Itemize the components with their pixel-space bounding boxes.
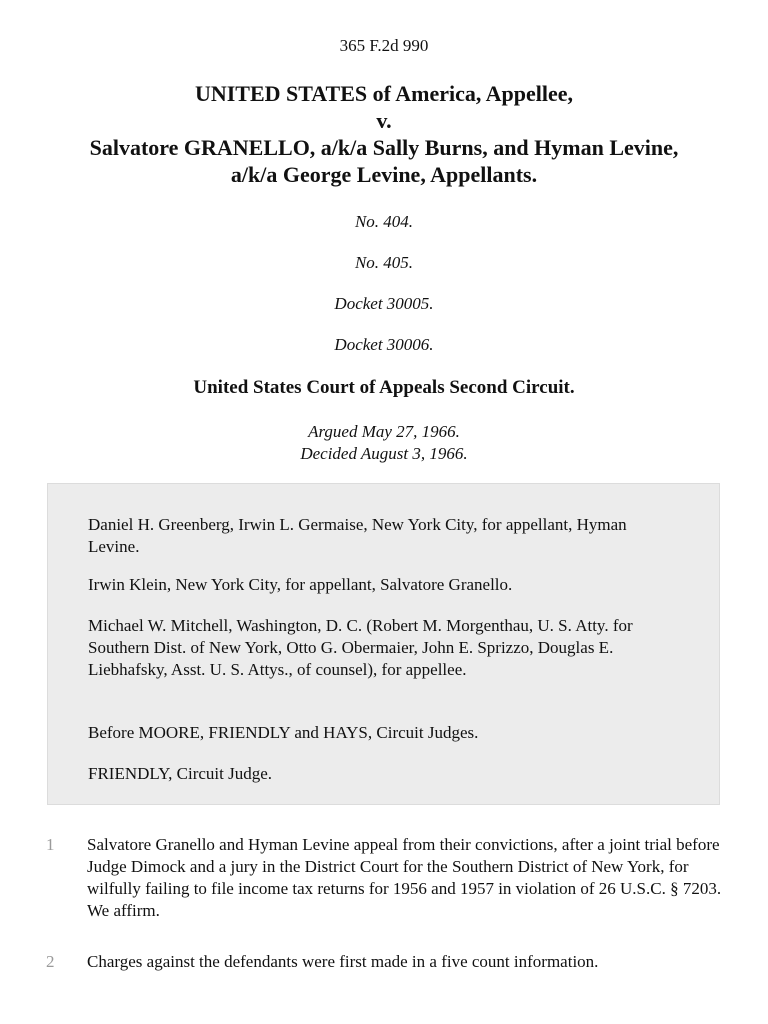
title-line: a/k/a George Levine, Appellants. (230, 162, 538, 187)
title-line: Salvatore GRANELLO, a/k/a Sally Burns, and Hyman Levine, (89, 135, 679, 160)
case-citation: 365 F.2d 990 (339, 36, 429, 55)
paragraph-number: 1 (46, 835, 55, 854)
decided-date: Decided August 3, 1966. (300, 444, 468, 463)
paragraph-text: Charges against the defendants were first made in a five count information. (87, 952, 599, 971)
counsel-entry: Irwin Klein, New York City, for appellant, Salvatore Granello. (88, 575, 513, 594)
argued-date: Argued May 27, 1966. (308, 422, 460, 441)
counsel-entry: Michael W. Mitchell, Washington, D. C. (Robert M. Morgenthau, U. S. Atty. for Southern Dist. of New York, Otto G. Obermaier, John E. Sprizzo, Douglas E. Liebhafsky, Asst. U. S. Attys., of counsel), for appellee. (88, 616, 633, 679)
case-title (20, 80, 748, 188)
counsel-entry: Daniel H. Greenberg, Irwin L. Germaise, New York City, for appellant, Hyman Levine. (88, 515, 627, 556)
title-line: UNITED STATES of America, Appellee, (194, 81, 574, 106)
title-line: v. (376, 108, 392, 133)
docket-number: Docket 30005. (334, 294, 434, 313)
counsel-box (47, 483, 720, 805)
court-name: United States Court of Appeals Second Circuit. (193, 377, 575, 398)
docket-number: Docket 30006. (334, 335, 434, 354)
paragraph-number: 2 (46, 952, 55, 971)
opinion-author: FRIENDLY, Circuit Judge. (88, 764, 273, 783)
judges-panel: Before MOORE, FRIENDLY and HAYS, Circuit Judges. (88, 723, 479, 742)
case-number: No. 405. (354, 253, 414, 272)
case-number: No. 404. (354, 212, 414, 231)
case-dates (0, 421, 768, 465)
paragraph-text: Salvatore Granello and Hyman Levine appeal from their convictions, after a joint trial before Judge Dimock and a jury in the District Court for the Southern District of New York, for wilfully failing to file income tax returns for 1956 and 1957 in violation of 26 U.S.C. § 7203. We affirm. (87, 835, 722, 920)
